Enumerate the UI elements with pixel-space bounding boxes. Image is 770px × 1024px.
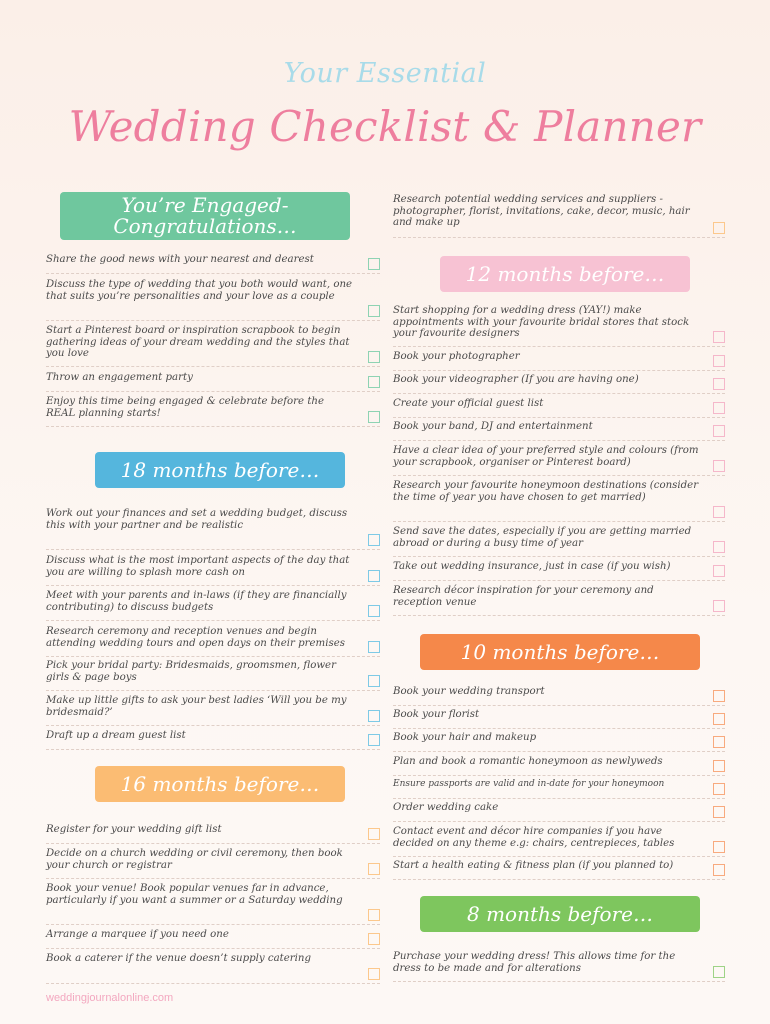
checkbox[interactable] [713,713,725,725]
checklist-item[interactable]: Purchase your wedding dress! This allows time for the dress to be made and for alterations [393,951,725,982]
checkbox[interactable] [368,305,380,317]
checklist-item[interactable]: Research ceremony and reception venues and begin attending wedding tours and open days on their premises [46,626,380,657]
checklist-item[interactable]: Book a caterer if the venue doesn’t supply catering [46,953,380,984]
checklist-item[interactable]: Book your florist [393,709,725,729]
checkbox[interactable] [713,460,725,472]
checkbox[interactable] [713,222,725,234]
checklist-item[interactable]: Ensure passports are valid and in-date for your honeymoon [393,779,725,799]
checkbox[interactable] [368,570,380,582]
page-title: Wedding Checklist & Planner [68,102,702,151]
checklist-item[interactable]: Book your photographer [393,351,725,371]
checklist-item[interactable]: Book your hair and makeup [393,732,725,752]
checklist-item[interactable]: Share the good news with your nearest and dearest [46,254,380,274]
banner-16-months: 16 months before… [95,766,345,802]
checklist-item[interactable]: Plan and book a romantic honeymoon as newlyweds [393,756,725,776]
checkbox[interactable] [713,864,725,876]
checklist-item[interactable]: Book your band, DJ and entertainment [393,421,725,441]
checklist-item[interactable]: Book your venue! Book popular venues far in advance, particularly if you want a summer or a Saturday wedding [46,883,380,925]
checklist-item[interactable]: Take out wedding insurance, just in case (if you wish) [393,561,725,581]
checklist-item[interactable]: Contact event and décor hire companies if you have decided on any theme e.g: chairs, centrepieces, tables [393,826,725,857]
checklist-item[interactable]: Research décor inspiration for your ceremony and reception venue [393,585,725,616]
banner-engaged-text: You’re Engaged- Congratulations… [113,193,297,238]
checkbox[interactable] [713,425,725,437]
checklist-item[interactable]: Start a health eating & fitness plan (if you planned to) [393,860,725,880]
checklist-item[interactable]: Make up little gifts to ask your best ladies ‘Will you be my bridesmaid?’ [46,695,380,726]
checklist-item[interactable]: Draft up a dream guest list [46,730,380,750]
checklist-item[interactable]: Register for your wedding gift list [46,824,380,844]
checkbox[interactable] [368,641,380,653]
checkbox[interactable] [713,736,725,748]
checklist-item[interactable]: Discuss what is the most important aspects of the day that you are willing to splash more cash on [46,555,380,586]
checklist-item[interactable]: Decide on a church wedding or civil ceremony, then book your church or registrar [46,848,380,879]
checkbox[interactable] [713,690,725,702]
banner-10-months: 10 months before… [420,634,700,670]
banner-engaged [60,192,350,240]
footer-website: weddingjournalonline.com [46,992,174,1004]
checkbox[interactable] [713,841,725,853]
checkbox[interactable] [368,605,380,617]
checklist-item[interactable]: Discuss the type of wedding that you both would want, one that suits you’re personalities and your love as a couple [46,279,380,321]
checkbox[interactable] [713,355,725,367]
checklist-item[interactable]: Research potential wedding services and suppliers - photographer, florist, invitations, cake, decor, music, hair and make up [393,194,725,238]
banner-8-months: 8 months before… [420,896,700,932]
checkbox[interactable] [713,966,725,978]
checklist-item[interactable]: Start shopping for a wedding dress (YAY!) make appointments with your favourite bridal stores that stock your favourite designers [393,305,725,347]
checkbox[interactable] [368,351,380,363]
checkbox[interactable] [368,675,380,687]
checkbox[interactable] [713,600,725,612]
checkbox[interactable] [713,402,725,414]
checklist-item[interactable]: Meet with your parents and in-laws (if they are financially contributing) to discuss budgets [46,590,380,621]
checklist-item[interactable]: Research your favourite honeymoon destinations (consider the time of year you have chosen to get married) [393,480,725,522]
checklist-item[interactable]: Order wedding cake [393,802,725,822]
checkbox[interactable] [368,734,380,746]
checklist-item[interactable]: Book your videographer (If you are having one) [393,374,725,394]
checklist-item[interactable]: Send save the dates, especially if you are getting married abroad or during a busy time of year [393,526,725,557]
checkbox[interactable] [368,968,380,980]
checklist-item[interactable]: Enjoy this time being engaged & celebrate before the REAL planning starts! [46,396,380,427]
checkbox[interactable] [713,541,725,553]
checkbox[interactable] [368,411,380,423]
checklist-item[interactable]: Have a clear idea of your preferred style and colours (from your scrapbook, organiser or Pinterest board) [393,445,725,476]
checkbox[interactable] [713,760,725,772]
checkbox[interactable] [368,258,380,270]
checklist-item[interactable]: Book your wedding transport [393,686,725,706]
checkbox[interactable] [368,863,380,875]
checkbox[interactable] [368,376,380,388]
checklist-item[interactable]: Create your official guest list [393,398,725,418]
checkbox[interactable] [713,565,725,577]
checkbox[interactable] [713,331,725,343]
checkbox[interactable] [368,933,380,945]
checkbox[interactable] [713,783,725,795]
checkbox[interactable] [713,378,725,390]
page-subtitle: Your Essential [283,58,487,89]
checkbox[interactable] [368,534,380,546]
checkbox[interactable] [713,806,725,818]
checklist-item[interactable]: Arrange a marquee if you need one [46,929,380,949]
checklist-item[interactable]: Throw an engagement party [46,372,380,392]
checkbox[interactable] [368,710,380,722]
banner-12-months: 12 months before… [440,256,690,292]
checkbox[interactable] [713,506,725,518]
banner-18-months: 18 months before… [95,452,345,488]
checklist-item[interactable]: Start a Pinterest board or inspiration scrapbook to begin gathering ideas of your dream wedding and the styles that you love [46,325,380,367]
checklist-item[interactable]: Pick your bridal party: Bridesmaids, groomsmen, flower girls & page boys [46,660,380,691]
checkbox[interactable] [368,828,380,840]
checklist-item[interactable]: Work out your finances and set a wedding budget, discuss this with your partner and be realistic [46,508,380,550]
checkbox[interactable] [368,909,380,921]
